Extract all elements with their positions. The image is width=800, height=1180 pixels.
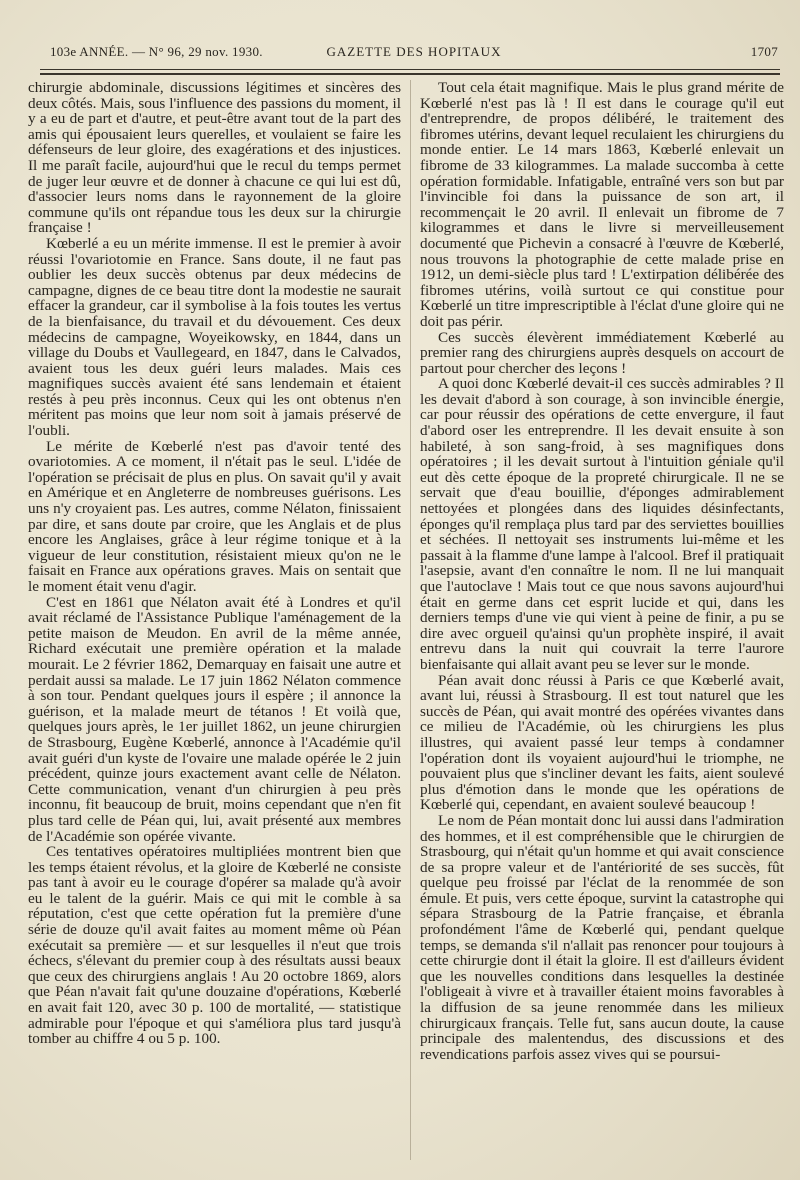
paragraph: Kœberlé a eu un mérite immense. Il est le premier à avoir réussi l'ovariotomie en France. Sans doute, il ne faut pas oublier les deux succès obtenus par deux médecins de campagne, dignes de ce beau titre dont la modestie ne saurait effacer la grandeur, car il symbolise à la fois toutes les vertus de la bienfaisance, du travail et du dévouement. Ces deux médecins de campagne, Woyeikowsky, en 1844, dans un village du Doubs et Vaullegeard, en 1847, dans le Calvados, avaient tous les deux guéri leurs malades. Mais ces magnifiques succès avaient été sans lendemain et étaient restés à peu près inconnus. Ceux qui les ont obtenus n'en méritent pas moins que leur nom soit à jamais préservé de l'oubli. [28, 234, 401, 440]
paragraph: C'est en 1861 que Nélaton avait été à Londres et qu'il avait réclamé de l'Assistance Publique l'aménagement de la petite maison de Meudon. En avril de la même année, Richard exécutait une première opération et la malade mourait. Le 2 février 1862, Demarquay en faisait une autre et perdait aussi sa malade. Le 17 juin 1862 Nélaton commence à son tour. Pendant quelques jours il espère ; il annonce la guérison, et la malade meurt de tétanos ! Et voilà que, quelques jours après, le 1er juillet 1862, un jeune chirurgien de Strasbourg, Eugène Kœberlé, annonce à l'Académie qu'il avait guéri d'un kyste de l'ovaire une malade opérée le 2 juin précédent, quinze jours exactement avant celle de Nélaton. Cette communication, venant d'un chirurgien à peu près inconnu, fit beaucoup de bruit, moins cependant que n'en fit plus tard celle de Péan qui, lui, avait présenté aux membres de l'Académie son opérée vivante. [28, 593, 401, 845]
paragraph: Le nom de Péan montait donc lui aussi dans l'admiration des hommes, et il est compréhensible que le chirurgien de Strasbourg, qui n'était qu'un homme et qui avait conscience de sa propre valeur et de l'antériorité de ses succès, fût quelque peu froissé par l'éclat de la renommée de son émule. Et puis, vers cette époque, survint la catastrophe qui sépara Strasbourg de la Patrie française, et ébranla profondément l'âme de Kœberlé qui, pendant quelque temps, se demanda s'il n'allait pas renoncer pour toujours à cette chirurgie dont il était la gloire. Il est d'ailleurs évident que les nouvelles conditions dans lesquelles la destinée l'obligeait à vivre et à travailler étaient moins favorables à la diffusion de sa jeune renommée dans les milieux chirurgicaux français. Telle fut, sans aucun doute, la cause principale des malentendus, des discussions et des revendications parfois assez vives qui se poursui- [420, 811, 784, 1063]
paragraph: Ces tentatives opératoires multipliées montrent bien que les temps étaient révolus, et la gloire de Kœberlé ne consiste pas tant à avoir eu le courage d'opérer sa malade qu'à avoir eu le talent de la guérir. Mais ce qui mit le comble à sa réputation, c'est que cette opération fut la première d'une série de douze qu'il avait faites au moment même où Péan exécutait sa première — et sur lesquelles il n'eut que trois échecs, s'élevant du premier coup à des résultats aussi beaux que ceux des chirurgiens anglais ! Au 20 octobre 1869, alors que Péan n'avait fait qu'une douzaine d'opérations, Kœberlé en avait fait 120, avec 30 p. 100 de mortalité, — statistique admirable pour l'époque et qui s'améliora plus tard jusqu'à tomber au chiffre 4 ou 5 p. 100. [28, 843, 401, 1048]
paragraph: chirurgie abdominale, discussions légitimes et sincères des deux côtés. Mais, sous l'influence des passions du moment, il y a eu de part et d'autre, et peut-être avant tout de la part des amis qui épousaient leurs querelles, et voulaient se faire les défenseurs de leur gloire, des exagérations et des injustices. Il me paraît facile, aujourd'hui que le recul du temps permet de juger leur œuvre et de donner à chacune ce qui lui est dû, d'associer leurs noms dans le rayonnement de la gloire commune qu'ils ont répandue tous les deux sur la chirurgie française ! [28, 79, 401, 237]
left-column [28, 80, 401, 1047]
header-rule-thick [40, 73, 780, 75]
paragraph: Péan avait donc réussi à Paris ce que Kœberlé avait, avant lui, réussi à Strasbourg. Il est tout naturel que les succès de Péan, qui avait montré des opérées vivantes dans ce milieu de l'Académie, où les chirurgiens les plus illustres, qui avaient passé leur temps à condamner l'opération dont ils voyaient aujourd'hui le triomphe, ne pouvaient plus que s'incliner devant les faits, aient soulevé plus d'émotion dans le monde que les opérations de Kœberlé qui, cependant, en avaient soulevé beaucoup ! [420, 671, 784, 814]
paragraph: Ces succès élevèrent immédiatement Kœberlé au premier rang des chirurgiens auprès desquels on accourt de partout pour chercher des leçons ! [420, 328, 784, 377]
page-number: 1707 [750, 44, 778, 59]
page-header [50, 44, 778, 66]
column-divider [410, 80, 411, 1160]
header-rule [40, 69, 780, 70]
paragraph: Le mérite de Kœberlé n'est pas d'avoir tenté des ovariotomies. A ce moment, il n'était pas le seul. L'idée de l'opération se précisait de plus en plus. On savait qu'il y avait en Amérique et en Angleterre de nombreuses guérisons. Les uns n'y croyaient pas. Les autres, comme Nélaton, finissaient par dire, et sans doute par croire, que les Anglais et de plus encore les Anglaises, grâce à leur régime tonique et à la vigueur de leur constitution, résistaient mieux qu'on ne le faisait en France aux opérations graves. Mais on sentait que le moment était venu d'agir. [28, 437, 401, 595]
paragraph: Tout cela était magnifique. Mais le plus grand mérite de Kœberlé n'est pas là ! Il est dans le courage qu'il eut d'entreprendre, de propos délibéré, le traitement des fibromes utérins, devant lequel reculaient les chirurgiens du monde entier. Le 14 mars 1863, Kœberlé enlevait un fibrome de 33 kilogrammes. La malade succomba à cette opération formidable. Infatigable, entraîné vers son but par l'invincible foi dans la puissance de son art, il recommençait le 20 avril. Il enlevait un fibrome de 7 kilogrammes et dans le livre si merveilleusement documenté que Pichevin a consacré à l'œuvre de Kœberlé, nous trouvons la photographie de cette malade prise en 1912, un demi-siècle plus tard ! L'extirpation délibérée des fibromes utérins, voilà surtout ce qui constitue pour Kœberlé un titre imprescriptible à l'éclat d'une gloire qui ne doit pas périr. [420, 79, 784, 330]
journal-title: GAZETTE DES HOPITAUX [326, 44, 502, 59]
right-column [420, 80, 784, 1062]
paragraph: A quoi donc Kœberlé devait-il ces succès admirables ? Il les devait d'abord à son courage, à son invincible énergie, car pour réussir des opérations de cette envergure, il faut d'abord oser les entreprendre. Il les devait ensuite à son habileté, à son sang-froid, à ses magnifiques dons opératoires ; il les devait surtout à l'intuition géniale qu'il eut dès cette époque de la propreté chirurgicale. Il ne se servait que d'eau bouillie, d'éponges admirablement nettoyées et plongées dans des liquides désinfectants, éponges qu'il remplaça plus tard par des serviettes bouillies et séchées. Il nettoyait ses instruments lui-même et les passait à la flamme d'une lampe à l'alcool. Bref il pratiquait l'asepsie, avant d'en connaître le nom. Il ne lui manquait que l'autoclave ! Mais tout ce que nous savons aujourd'hui était en germe dans cet esprit lucide et qui, dans les derniers temps d'une vie qui vient à peine de finir, a pu se dire avec orgueil qu'ainsi qu'un prophète inspiré, il avait entrevu dans la nuit qui couvrait la terre l'aurore bienfaisante qui allait avant peu se lever sur le monde. [420, 375, 784, 673]
issue-info: 103e ANNÉE. — N° 96, 29 nov. 1930. [50, 44, 263, 59]
